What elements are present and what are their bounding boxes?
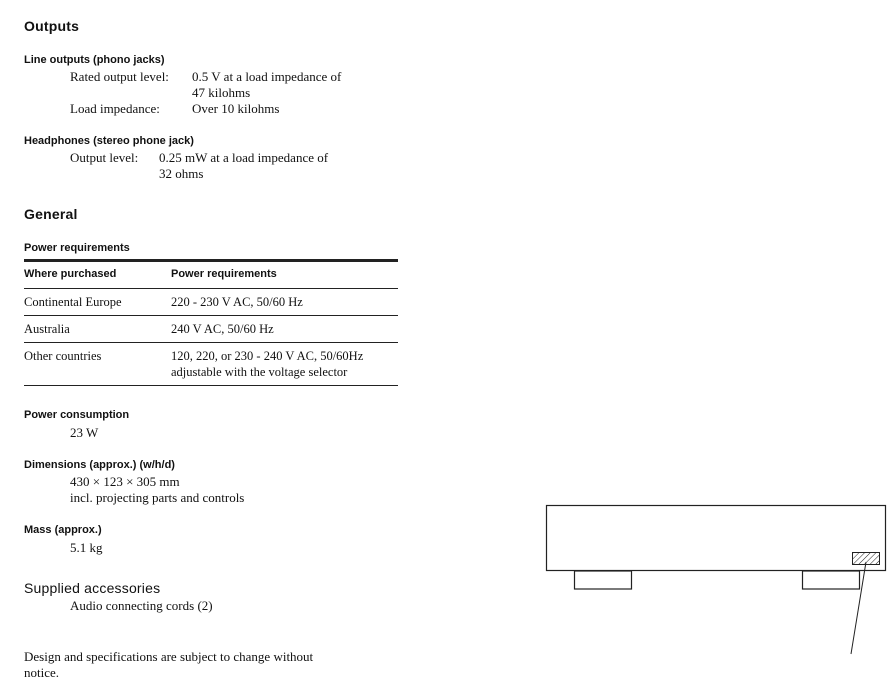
- headphone-level-value: 0.25 mW at a load impedance of: [159, 150, 329, 165]
- table-cell-where: Continental Europe: [24, 295, 122, 309]
- table-top-rule: [24, 259, 398, 262]
- device-rear-illustration: [540, 498, 888, 658]
- table-cell-requirement: 120, 220, or 230 - 240 V AC, 50/60Hz: [171, 349, 364, 363]
- general-title: General: [24, 206, 78, 222]
- headphone-level-label: Output level:: [70, 150, 139, 165]
- outputs-title: Outputs: [24, 18, 80, 34]
- table-rule: [24, 342, 398, 343]
- line-outputs-heading: Line outputs (phono jacks): [24, 54, 165, 66]
- power-consumption-value: 23 W: [70, 425, 99, 440]
- rated-output-label: Rated output level:: [70, 69, 169, 84]
- dimensions-heading: Dimensions (approx.) (w/h/d): [24, 459, 175, 471]
- mass-value: 5.1 kg: [70, 540, 103, 555]
- table-rule: [24, 315, 398, 316]
- rated-output-value-2: 47 kilohms: [192, 85, 251, 100]
- table-cell-requirement: 220 - 230 V AC, 50/60 Hz: [171, 295, 303, 309]
- table-bottom-rule: [24, 385, 398, 386]
- load-impedance-label: Load impedance:: [70, 101, 160, 116]
- dimensions-value: 430 × 123 × 305 mm: [70, 474, 180, 489]
- table-header-requirements: Power requirements: [171, 268, 277, 280]
- headphone-level-value-2: 32 ohms: [159, 166, 204, 181]
- load-impedance-value: Over 10 kilohms: [192, 101, 280, 116]
- device-body: [547, 506, 886, 571]
- headphones-heading: Headphones (stereo phone jack): [24, 135, 194, 147]
- accessory-item: Audio connecting cords (2): [70, 598, 213, 613]
- table-rule: [24, 288, 398, 289]
- mass-heading: Mass (approx.): [24, 524, 102, 536]
- device-foot-right: [803, 571, 860, 589]
- footer-note: Design and specifications are subject to change without: [24, 649, 314, 664]
- table-cell-where: Other countries: [24, 349, 102, 363]
- table-header-where: Where purchased: [24, 268, 117, 280]
- device-foot-left: [575, 571, 632, 589]
- power-consumption-heading: Power consumption: [24, 409, 130, 421]
- footer-note-2: notice.: [24, 665, 60, 680]
- table-cell-requirement: 240 V AC, 50/60 Hz: [171, 322, 274, 336]
- dimensions-value-2: incl. projecting parts and controls: [70, 490, 245, 505]
- supplied-accessories-title: Supplied accessories: [24, 580, 161, 596]
- table-cell-where: Australia: [24, 322, 70, 336]
- power-requirements-heading: Power requirements: [24, 242, 130, 254]
- table-cell-requirement-2: adjustable with the voltage selector: [171, 365, 348, 379]
- rated-output-value: 0.5 V at a load impedance of: [192, 69, 342, 84]
